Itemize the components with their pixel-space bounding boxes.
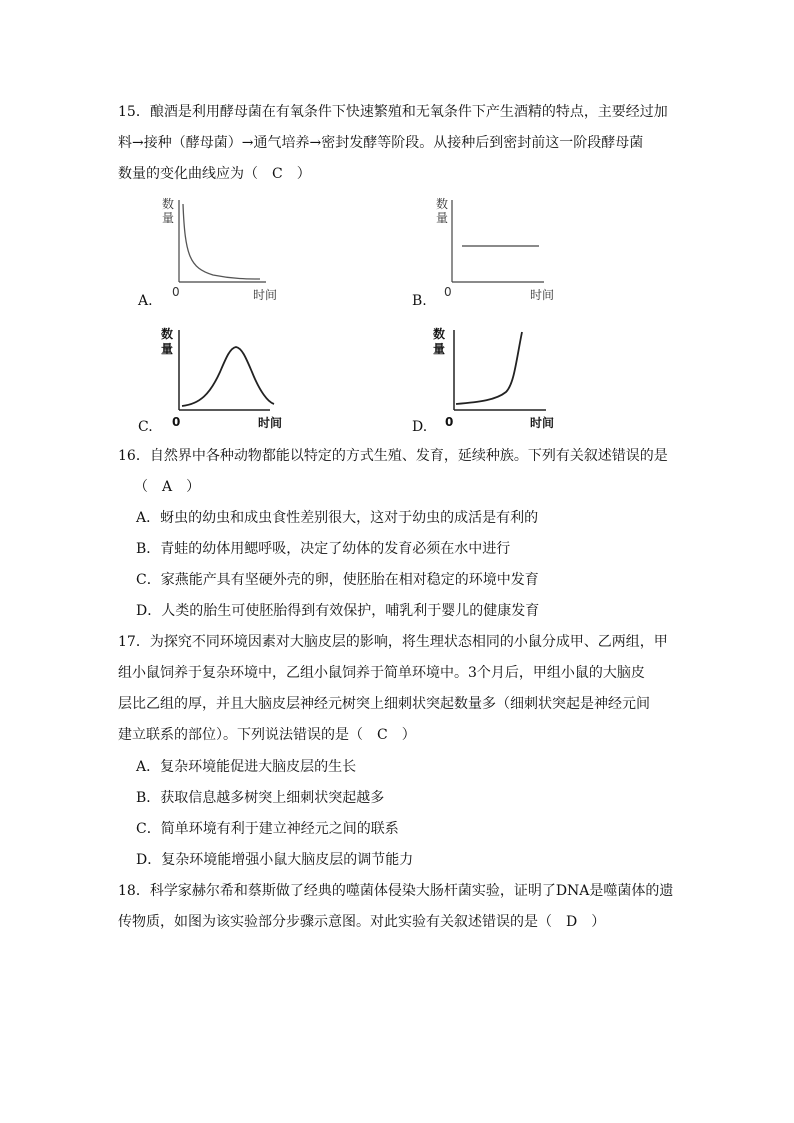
graph-b-y-label — [436, 196, 448, 225]
graph-c — [158, 322, 288, 434]
q16-line-2: （ A ） — [134, 479, 201, 495]
graph-d-y-label-1: 数 — [433, 327, 446, 341]
graph-c-y-label-2: 量 — [161, 342, 174, 356]
graph-d-origin: 0 — [445, 415, 454, 429]
graph-c-x-label: 时间 — [258, 416, 283, 430]
q16-option-b: B．青蛙的幼体用鳃呼吸，决定了幼体的发育必须在水中进行 — [136, 541, 511, 557]
q17-line-3: 层比乙组的厚，并且大脑皮层神经元树突上细刺状突起数量多（细刺状突起是神经元间 — [118, 696, 650, 712]
q16-option-c: C．家燕能产具有坚硬外壳的卵，使胚胎在相对稳定的环境中发育 — [136, 572, 539, 588]
graph-a-x-label: 时间 — [253, 288, 278, 302]
graph-d — [430, 322, 560, 434]
q17-line-4: 建立联系的部位）。下列说法错误的是（ C ） — [118, 727, 416, 743]
graph-a-origin: 0 — [172, 285, 180, 299]
graph-a-curve — [183, 204, 260, 279]
q16-line-1: 16．自然界中各种动物都能以特定的方式生殖、发育，延续种族。下列有关叙述错误的是 — [118, 448, 668, 464]
q17-option-d: D．复杂环境能增强小鼠大脑皮层的调节能力 — [136, 852, 414, 868]
graph-c-origin: 0 — [172, 415, 181, 429]
graph-d-x-label: 时间 — [530, 416, 555, 430]
q17-option-c: C．简单环境有利于建立神经元之间的联系 — [136, 821, 399, 837]
graph-b-y-label-2: 量 — [436, 211, 449, 225]
graph-d-letter: D. — [412, 419, 428, 435]
graph-b-y-label-1: 数 — [436, 197, 449, 211]
q16-option-a: A．蚜虫的幼虫和成虫食性差别很大，这对于幼虫的成活是有利的 — [136, 510, 539, 526]
q15-line-1: 15．酿酒是利用酵母菌在有氧条件下快速繁殖和无氧条件下产生酒精的特点，主要经过加 — [118, 104, 668, 120]
graph-c-letter: C. — [138, 419, 153, 435]
graph-c-y-label — [161, 326, 173, 356]
q15-line-3: 数量的变化曲线应为（ C ） — [118, 166, 311, 182]
q15-line-2: 料→接种（酵母菌）→通气培养→密封发酵等阶段。从接种后到密封前这一阶段酵母菌 — [118, 135, 644, 151]
graph-b-letter: B. — [412, 293, 427, 309]
graph-a-y-label-2: 量 — [162, 211, 175, 225]
graph-a-y-label-1: 数 — [162, 197, 175, 211]
q17-line-2: 组小鼠饲养于复杂环境中，乙组小鼠饲养于简单环境中。3个月后，甲组小鼠的大脑皮 — [118, 665, 645, 681]
graph-d-y-label — [433, 326, 445, 356]
graph-b-x-label: 时间 — [530, 288, 555, 302]
graph-b — [432, 196, 562, 306]
graph-b-origin: 0 — [444, 285, 452, 299]
graph-c-y-label-1: 数 — [161, 327, 174, 341]
q17-line-1: 17．为探究不同环境因素对大脑皮层的影响，将生理状态相同的小鼠分成甲、乙两组，甲 — [118, 634, 668, 650]
graph-a-y-label — [162, 196, 174, 225]
q18-line-2: 传物质，如图为该实验部分步骤示意图。对此实验有关叙述错误的是（ D ） — [118, 914, 606, 930]
q17-option-b: B．获取信息越多树突上细刺状突起越多 — [136, 790, 385, 806]
graph-d-curve — [456, 332, 522, 404]
q16-option-d: D．人类的胎生可使胚胎得到有效保护，哺乳利于婴儿的健康发育 — [136, 603, 540, 619]
graph-d-y-label-2: 量 — [433, 342, 446, 356]
graph-a-letter: A. — [138, 293, 153, 309]
q17-option-a: A．复杂环境能促进大脑皮层的生长 — [136, 759, 357, 775]
graph-c-curve — [182, 347, 274, 406]
graph-a — [158, 196, 288, 306]
q18-line-1: 18．科学家赫尔希和蔡斯做了经典的噬菌体侵染大肠杆菌实验，证明了DNA是噬菌体的遗 — [118, 883, 674, 899]
